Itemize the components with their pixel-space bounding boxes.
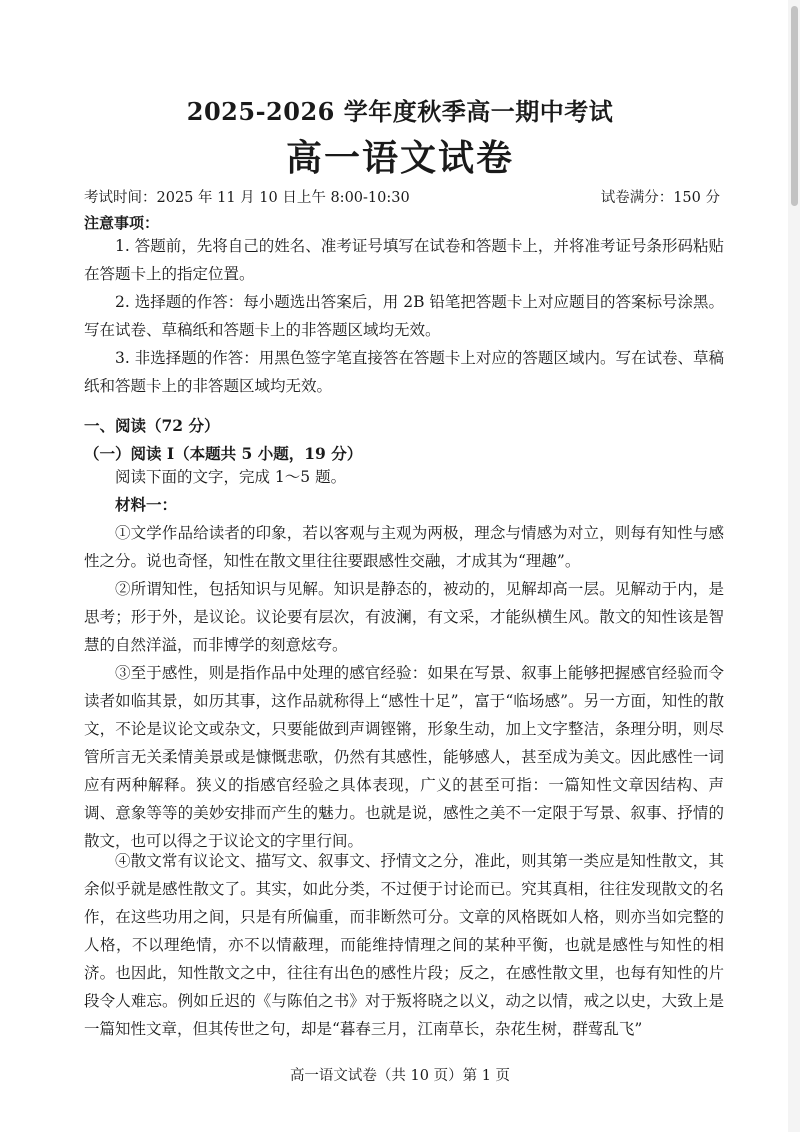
paragraph-3: ③至于感性，则是指作品中处理的感官经验：如果在写景、叙事上能够把握感官经验而令读者如临其景，如历其事，这作品就称得上“感性十足”，富于“临场感”。另一方面，知性的散文，不论是议论文或杂文，只要能做到声调铿锵，形象生动，加上文字整洁，条理分明，则尽管所言无关柔情美景或是慷慨悲歌，仍然有其感性，能够感人，甚至成为美文。因此感性一词应有两种解释。狭义的指感官经验之具体表现，广义的甚至可指：一篇知性文章因结构、声调、意象等等的美妙安排而产生的魅力。也就是说，感性之美不一定限于写景、叙事、抒情的散文，也可以得之于议论文的字里行间。 (84, 664, 724, 850)
scrollbar-thumb[interactable] (791, 6, 798, 206)
full-score: 试卷满分：150 分 (600, 190, 720, 206)
notice-heading: 注意事项： (84, 214, 160, 232)
page-footer: 高一语文试卷（共 10 页）第 1 页 (289, 1068, 511, 1084)
paper-title: 高一语文试卷 (285, 137, 514, 179)
exam-time: 考试时间：2025 年 11 月 10 日上午 8:00-10:30 (84, 190, 410, 206)
scrollbar[interactable] (788, 0, 800, 1132)
exam-title: 2025-2026 学年度秋季高一期中考试 (186, 97, 614, 126)
paragraph-4: ④散文常有议论文、描写文、叙事文、抒情文之分，准此，则其第一类应是知性散文，其余似乎就是感性散文了。其实，如此分类，不过便于讨论而已。究其真相，往往发现散文的名作，在这些功用之间，只是有所偏重，而非断然可分。文章的风格既如人格，则亦当如完整的人格，不以理绝情，亦不以情蔽理，而能维持情理之间的某种平衡，也就是感性与知性的相济。也因此，知性散文之中，往往有出色的感性片段；反之，在感性散文里，也每有知性的片段令人难忘。例如丘迟的《与陈伯之书》对于叛将晓之以义，动之以情，戒之以史，大致上是一篇知性文章，但其传世之句，却是“暮春三月，江南草长，杂花生树，群莺乱飞” (84, 852, 724, 1038)
paragraph-1: ①文学作品给读者的印象，若以客观与主观为两极，理念与情感为对立，则每有知性与感性之分。说也奇怪，知性在散文里往往要跟感性交融，才成其为“理趣”。 (84, 524, 724, 570)
notice-item-3: 3. 非选择题的作答：用黑色签字笔直接答在答题卡上对应的答题区域内。写在试卷、草稿纸和答题卡上的非答题区域均无效。 (84, 349, 724, 395)
section-title: 一、阅读（72 分） (84, 416, 220, 435)
notice-item-1: 1. 答题前，先将自己的姓名、准考证号填写在试卷和答题卡上，并将准考证号条形码粘贴在答题卡上的指定位置。 (84, 237, 724, 283)
notice-item-2: 2. 选择题的作答：每小题选出答案后，用 2B 铅笔把答题卡上对应题目的答案标号涂黑。写在试卷、草稿纸和答题卡上的非答题区域均无效。 (84, 293, 724, 339)
section-subtitle: （一）阅读 I（本题共 5 小题，19 分） (84, 444, 363, 463)
paragraph-2: ②所谓知性，包括知识与见解。知识是静态的，被动的，见解却高一层。见解动于内，是思考；形于外，是议论。议论要有层次，有波澜，有文采，才能纵横生风。散文的知性该是智慧的自然洋溢，而非博学的刻意炫夸。 (84, 580, 724, 654)
reading-instruction: 阅读下面的文字，完成 1～5 题。 (115, 468, 347, 486)
material-label: 材料一： (115, 495, 178, 514)
